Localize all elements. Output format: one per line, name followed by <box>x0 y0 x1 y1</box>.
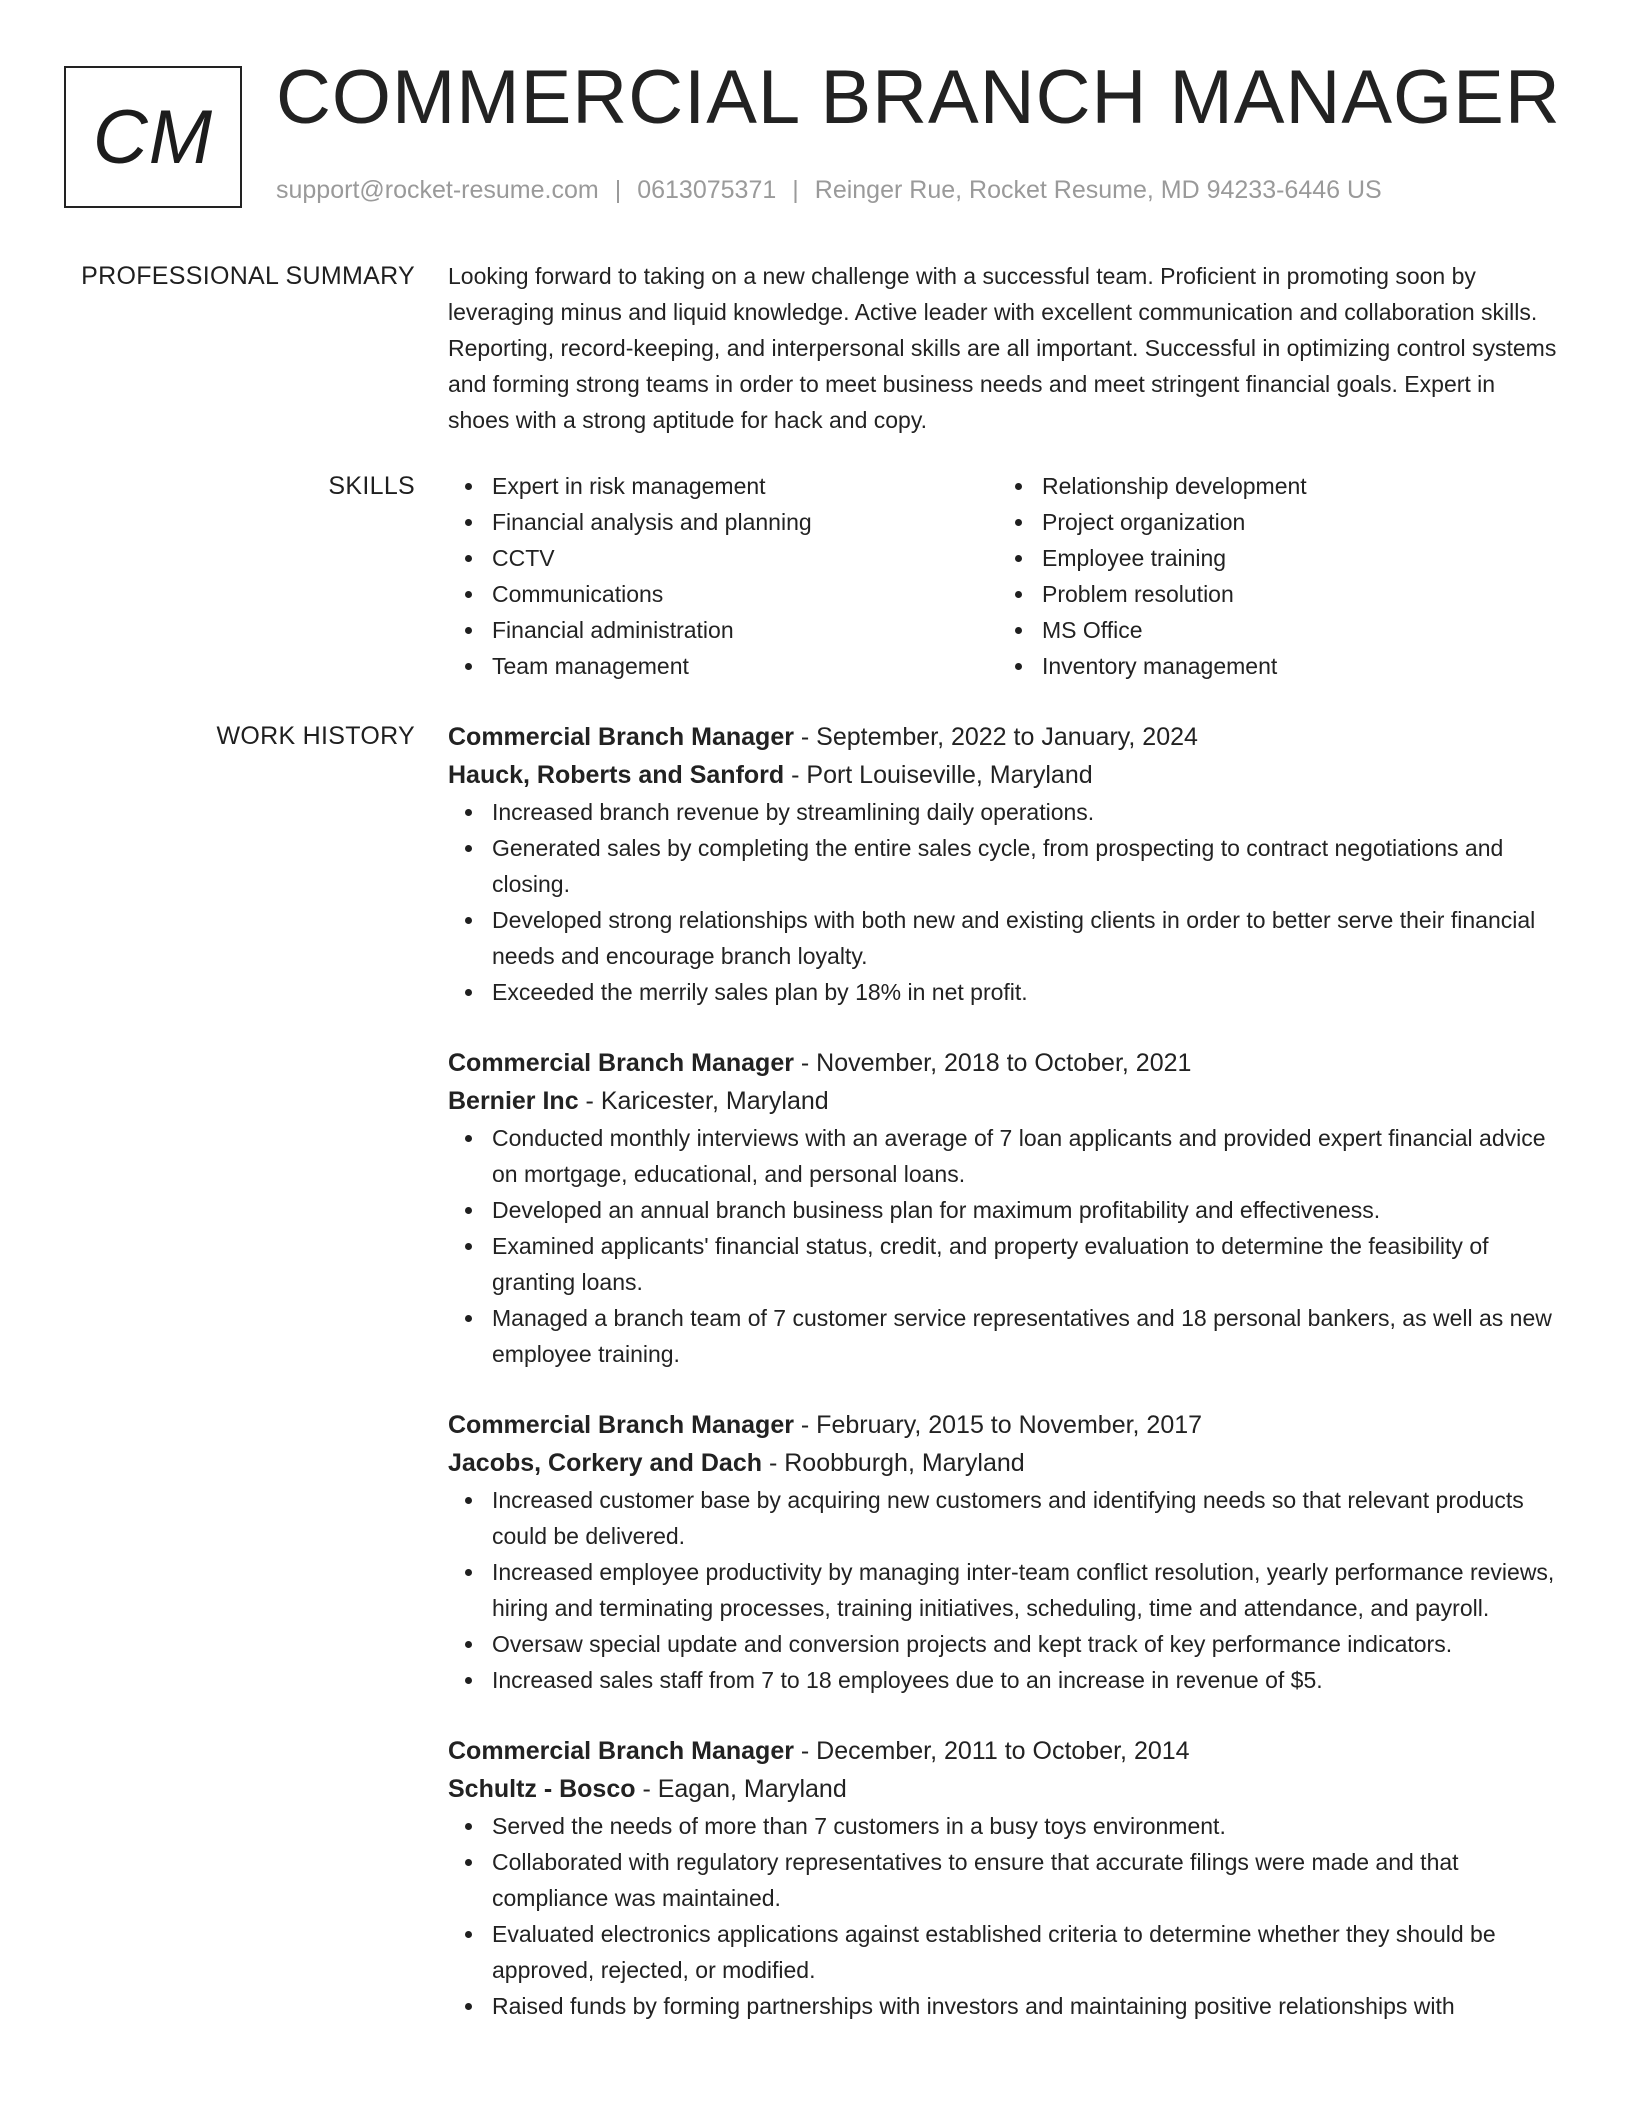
skills-body <box>448 468 1560 684</box>
job-location: - Karicester, Maryland <box>578 1087 829 1115</box>
monogram-box <box>64 66 242 208</box>
summary-body <box>448 258 1560 438</box>
job-title: Commercial Branch Manager <box>448 1049 794 1077</box>
contact-line <box>276 176 1382 205</box>
contact-email: support@rocket-resume.com <box>276 176 599 204</box>
work-history-section <box>0 718 1632 2058</box>
job-company-line <box>448 1082 1560 1120</box>
job-bullet: Conducted monthly interviews with an average of 7 loan applicants and provided expert financial advice on mortgage, educational, and personal loans. <box>448 1120 1560 1192</box>
job-dates: - February, 2015 to November, 2017 <box>793 1411 1203 1439</box>
resume-title: COMMERCIAL BRANCH MANAGER <box>276 55 1561 140</box>
job-company-line <box>448 1770 1560 1808</box>
job-location: - Eagan, Maryland <box>635 1775 847 1803</box>
contact-separator: | <box>792 176 799 204</box>
job-title-line <box>448 1406 1560 1444</box>
job-bullet: Generated sales by completing the entire sales cycle, from prospecting to contract negotiations and closing. <box>448 830 1560 902</box>
skill-item: Inventory management <box>998 648 1548 684</box>
job-company: Hauck, Roberts and Sanford <box>448 761 785 789</box>
job-bullet: Increased employee productivity by managing inter-team conflict resolution, yearly performance reviews, hiring and terminating processes, training initiatives, scheduling, time and attendance, and payroll. <box>448 1554 1560 1626</box>
job-title-line <box>448 718 1560 756</box>
job-bullet: Increased branch revenue by streamlining daily operations. <box>448 794 1560 830</box>
job-bullet: Collaborated with regulatory representatives to ensure that accurate filings were made and that compliance was maintained. <box>448 1844 1560 1916</box>
job-bullet: Managed a branch team of 7 customer service representatives and 18 personal bankers, as well as new employee training. <box>448 1300 1560 1372</box>
job-entry <box>448 1406 1560 1698</box>
section-label-skills: SKILLS <box>328 472 415 500</box>
skill-item: Financial administration <box>448 612 998 648</box>
job-bullets <box>448 1120 1560 1372</box>
job-bullet: Exceeded the merrily sales plan by 18% in net profit. <box>448 974 1560 1010</box>
job-bullet: Examined applicants' financial status, credit, and property evaluation to determine the feasibility of granting loans. <box>448 1228 1560 1300</box>
skill-item: CCTV <box>448 540 998 576</box>
skill-item: Communications <box>448 576 998 612</box>
job-company: Jacobs, Corkery and Dach <box>448 1449 763 1477</box>
contact-phone: 0613075371 <box>637 176 777 204</box>
skill-item: Relationship development <box>998 468 1548 504</box>
skill-item: Financial analysis and planning <box>448 504 998 540</box>
job-bullet: Developed strong relationships with both new and existing clients in order to better serve their financial needs and encourage branch loyalty. <box>448 902 1560 974</box>
skills-left-column <box>448 468 998 684</box>
job-title-line <box>448 1732 1560 1770</box>
job-location: - Roobburgh, Maryland <box>762 1449 1025 1477</box>
job-bullet: Increased customer base by acquiring new customers and identifying needs so that relevant products could be delivered. <box>448 1482 1560 1554</box>
job-bullets <box>448 1808 1560 2024</box>
job-bullet: Served the needs of more than 7 customers in a busy toys environment. <box>448 1808 1560 1844</box>
work-history-body <box>448 718 1560 2058</box>
job-bullets <box>448 794 1560 1010</box>
job-bullet: Raised funds by forming partnerships with investors and maintaining positive relationships with <box>448 1988 1560 2024</box>
section-label-work-history: WORK HISTORY <box>216 722 415 750</box>
monogram-initials: CM <box>92 94 214 180</box>
contact-separator: | <box>614 176 622 204</box>
skill-item: Problem resolution <box>998 576 1548 612</box>
section-label-summary: PROFESSIONAL SUMMARY <box>81 262 415 290</box>
job-dates: - November, 2018 to October, 2021 <box>793 1049 1192 1077</box>
job-bullet: Evaluated electronics applications against established criteria to determine whether they should be approved, rejected, or modified. <box>448 1916 1560 1988</box>
job-entry <box>448 718 1560 1010</box>
job-bullet: Developed an annual branch business plan for maximum profitability and effectiveness. <box>448 1192 1560 1228</box>
contact-address: Reinger Rue, Rocket Resume, MD 94233-6446 US <box>814 176 1382 204</box>
summary-section <box>0 258 1632 438</box>
job-bullet: Increased sales staff from 7 to 18 employees due to an increase in revenue of $5. <box>448 1662 1560 1698</box>
job-title: Commercial Branch Manager <box>448 723 794 751</box>
skill-item: Expert in risk management <box>448 468 998 504</box>
job-company-line <box>448 756 1560 794</box>
job-company: Bernier Inc <box>448 1087 579 1115</box>
resume-content <box>0 258 1632 2088</box>
job-title: Commercial Branch Manager <box>448 1411 794 1439</box>
job-bullet: Oversaw special update and conversion projects and kept track of key performance indicators. <box>448 1626 1560 1662</box>
skill-item: MS Office <box>998 612 1548 648</box>
skill-item: Team management <box>448 648 998 684</box>
job-company: Schultz - Bosco <box>448 1775 636 1803</box>
summary-text: Looking forward to taking on a new challenge with a successful team. Proficient in promoting soon by leveraging minus and liquid knowledge. Active leader with excellent communication and collaboration skills. Reporting, record-keeping, and interpersonal skills are all important. Successful in optimizing control systems and forming strong teams in order to meet business needs and meet stringent financial goals. Expert in shoes with a strong aptitude for hack and copy. <box>448 263 1557 433</box>
job-entry <box>448 1732 1560 2024</box>
job-title-line <box>448 1044 1560 1082</box>
job-title: Commercial Branch Manager <box>448 1737 794 1765</box>
skill-item: Project organization <box>998 504 1548 540</box>
skill-item: Employee training <box>998 540 1548 576</box>
skills-right-column <box>998 468 1548 684</box>
job-entry <box>448 1044 1560 1372</box>
job-dates: - December, 2011 to October, 2014 <box>793 1737 1190 1765</box>
job-company-line <box>448 1444 1560 1482</box>
job-location: - Port Louiseville, Maryland <box>784 761 1093 789</box>
skills-section <box>0 468 1632 684</box>
job-bullets <box>448 1482 1560 1698</box>
job-dates: - September, 2022 to January, 2024 <box>793 723 1198 751</box>
